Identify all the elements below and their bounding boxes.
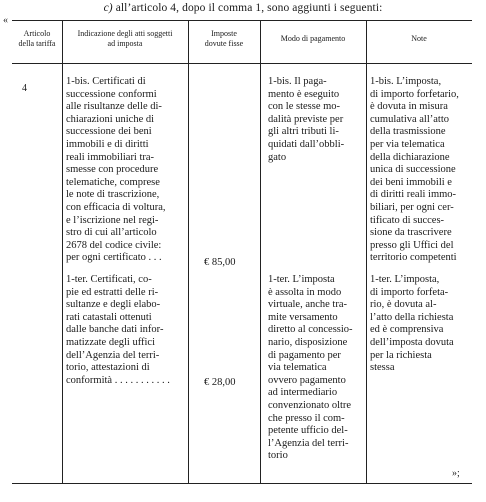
row-1bis-description: 1-bis. Certificati di successione conformi alle risultanze delle di- chiarazioni uniche di successione dei beni immobili e di diritti reali immobiliari tra- smesse con procedure telematiche, comprese le note di trascrizione, con efficacia di voltura, e l’iscrizione nel regi- stro di cui all’articolo 2678 del codice civile: per ogni certificato . . . xyxy=(66,76,166,264)
amendment-text: all’articolo 4, dopo il comma 1, sono aggiunti i seguenti: xyxy=(115,2,383,14)
header-divider xyxy=(12,63,472,64)
opening-quote: « xyxy=(3,15,8,26)
row-1ter-payment: 1-ter. L’imposta è assolta in modo virtuale, anche tra- mite versamento diretto al concessio- nario, disposizione di pagamento per via telematica ovvero pagamento ad intermediario convenzionato oltre che presso il com- petente ufficio del- l’Agenzia del terri- torio xyxy=(268,274,353,462)
header-imposte: Imposte dovute fisse xyxy=(204,29,244,48)
column-divider xyxy=(366,21,367,483)
tariff-table xyxy=(12,20,472,484)
header-articolo: Articolo della tariffa xyxy=(18,29,56,48)
column-divider xyxy=(62,21,63,483)
amendment-intro xyxy=(0,2,486,14)
header-note: Note xyxy=(411,34,427,43)
row-1ter-note: 1-ter. L’imposta, di importo forfeta- rio, è dovuta al- l’atto della richiesta ed è comprensiva dell’imposta dovuta per la richiesta stessa xyxy=(370,274,454,374)
row-1ter-description: 1-ter. Certificati, co- pie ed estratti delle ri- sultanze e degli elabo- rati catastali ottenuti dalle banche dati infor- matizzate degli uffici dell’Agenzia del terri- torio, attestazioni di conformità . . . . . . . . . . . xyxy=(66,274,170,386)
article-number: 4 xyxy=(22,83,27,94)
row-1ter-amount: € 28,00 xyxy=(204,377,236,388)
row-1bis-amount: € 85,00 xyxy=(204,257,236,268)
row-1bis-note: 1-bis. L’imposta, di importo forfetario, è dovuta in misura cumulativa all’atto della trasmissione per via telematica della dichiarazione unica di successione dei beni immobili e di diritti reali immo- biliari, per ogni cer- tificato di succes- sione da trascrivere presso gli Uffici del territorio competenti xyxy=(370,76,459,264)
header-indicazione: Indicazione degli atti soggetti ad imposta xyxy=(77,29,173,48)
amendment-letter: c) xyxy=(103,2,113,14)
closing-quote: »; xyxy=(452,468,460,479)
column-divider xyxy=(260,21,261,483)
row-1bis-payment: 1-bis. Il paga- mento è eseguito con le stesse mo- dalità previste per gli altri tributi li- quidati dall’obbli- gato xyxy=(268,76,345,163)
header-modo-pagamento: Modo di pagamento xyxy=(280,34,346,43)
column-divider xyxy=(188,21,189,483)
